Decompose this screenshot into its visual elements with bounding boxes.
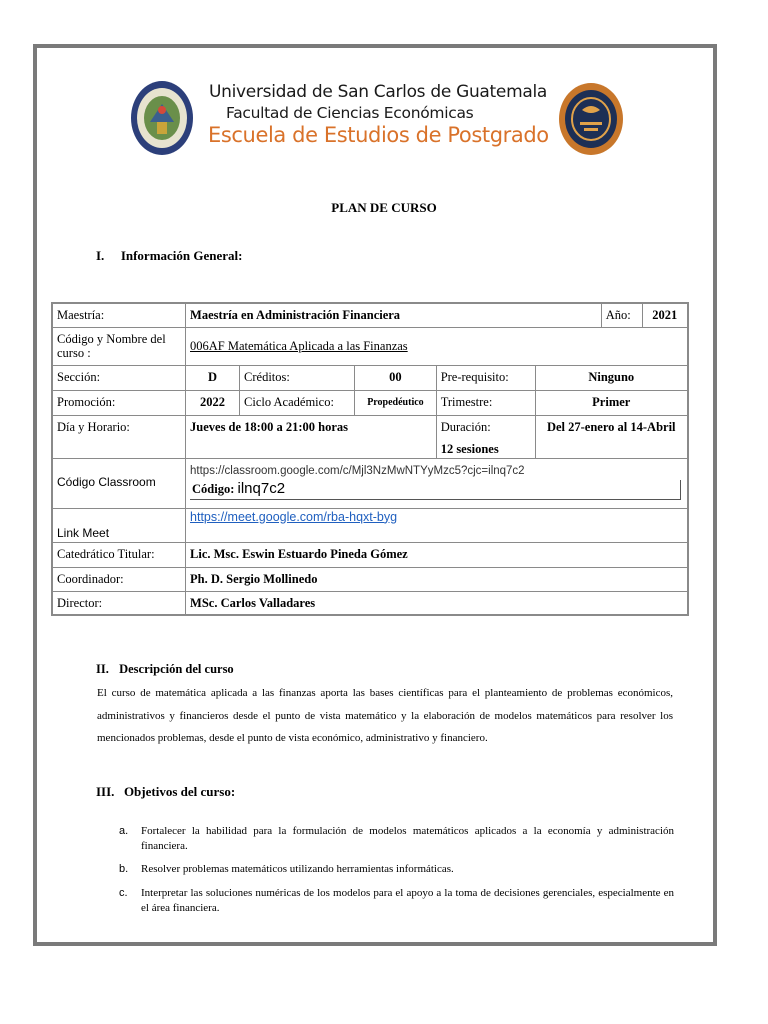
- dia-value: Jueves de 18:00 a 21:00 horas: [186, 415, 437, 458]
- promocion-label: Promoción:: [52, 390, 186, 415]
- meet-link[interactable]: https://meet.google.com/rba-hqxt-byg: [190, 509, 398, 524]
- duracion-value: Del 27-enero al 14-Abril: [535, 415, 688, 458]
- classroom-code-label: Código:: [192, 482, 235, 497]
- prereq-label: Pre-requisito:: [436, 365, 535, 390]
- creditos-value: 00: [355, 365, 437, 390]
- university-name: Universidad de San Carlos de Guatemala: [209, 82, 547, 102]
- page-title: PLAN DE CURSO: [331, 200, 437, 215]
- duracion-cell: [436, 415, 535, 458]
- table-row: [52, 542, 688, 567]
- table-row: [52, 508, 688, 542]
- list-item: [119, 862, 674, 878]
- meet-cell: [186, 508, 688, 542]
- table-row: [52, 591, 688, 615]
- school-name: Escuela de Estudios de Postgrado: [208, 123, 549, 147]
- objective-c-text: Interpretar las soluciones numéricas de los modelos para el apoyo a la toma de decisiones gerenciales, especialmente en el área financiera.: [141, 887, 674, 914]
- classroom-cell: [186, 458, 688, 508]
- section-3-title: Objetivos del curso:: [123, 784, 236, 799]
- director-value: MSc. Carlos Valladares: [186, 591, 688, 615]
- ciclo-value: Propedéutico: [355, 390, 437, 415]
- section-3-number: III.: [96, 784, 115, 799]
- codigo-value: 006AF Matemática Aplicada a las Finanzas: [186, 327, 688, 365]
- director-label: Director:: [52, 591, 186, 615]
- promocion-value: 2022: [186, 390, 240, 415]
- course-description: El curso de matemática aplicada a las finanzas aporta las bases científicas para el planteamiento de problemas económicos, administrativos y financieros desde el punto de vista matemático y la elaboración de modelos matemáticos para resolver los mencionados problemas, desde el punto de vista económico, administrativo y financiero.: [97, 687, 673, 744]
- objective-c-label: c.: [119, 887, 128, 899]
- section-2-heading: [96, 662, 234, 677]
- section-3-heading: [96, 784, 235, 800]
- general-info-table: [51, 302, 689, 616]
- table-row: [52, 567, 688, 591]
- section-1-number: I.: [96, 248, 105, 263]
- faculty-name: Facultad de Ciencias Económicas: [226, 104, 474, 122]
- section-2-title: Descripción del curso: [119, 662, 234, 676]
- table-row: [52, 415, 688, 458]
- meet-label: Link Meet: [52, 508, 186, 542]
- objective-b-label: b.: [119, 863, 129, 875]
- postgrado-seal-icon: [558, 82, 624, 156]
- ciclo-label: Ciclo Académico:: [240, 390, 355, 415]
- prereq-value: Ninguno: [535, 365, 688, 390]
- usac-seal-icon: [130, 80, 194, 156]
- table-row: [52, 303, 688, 327]
- list-item: [119, 824, 674, 856]
- catedratico-label: Catedrático Titular:: [52, 542, 186, 567]
- section-2-number: II.: [96, 662, 109, 676]
- maestria-label: Maestría:: [52, 303, 186, 327]
- codigo-label: Código y Nombre del curso :: [52, 327, 186, 365]
- maestria-value: Maestría en Administración Financiera: [186, 303, 602, 327]
- table-row: [52, 458, 688, 508]
- section-1-heading: [96, 248, 242, 264]
- section-1-title: Información General:: [120, 248, 243, 263]
- table-row: [52, 327, 688, 365]
- objective-b-text: Resolver problemas matemáticos utilizando herramientas informáticas.: [141, 863, 454, 875]
- table-row: [52, 365, 688, 390]
- objective-a-label: a.: [119, 825, 129, 837]
- classroom-label: Código Classroom: [52, 458, 186, 508]
- classroom-code: ilnq7c2: [237, 480, 286, 498]
- letterhead: [130, 80, 630, 160]
- dia-label: Día y Horario:: [52, 415, 186, 458]
- trimestre-value: Primer: [535, 390, 688, 415]
- anio-value: 2021: [642, 303, 688, 327]
- objective-a-text: Fortalecer la habilidad para la formulación de modelos matemáticos aplicados a la economía y administración financiera.: [141, 825, 674, 852]
- creditos-label: Créditos:: [240, 365, 355, 390]
- duracion-sessions: 12 sesiones: [440, 441, 499, 456]
- seccion-label: Sección:: [52, 365, 186, 390]
- duracion-label: Duración:: [440, 419, 491, 434]
- classroom-code-box: [190, 480, 681, 499]
- classroom-url[interactable]: https://classroom.google.com/c/Mjl3NzMwNTYyMzc5?cjc=ilnq7c2: [190, 465, 525, 478]
- seccion-value: D: [186, 365, 240, 390]
- coordinador-label: Coordinador:: [52, 567, 186, 591]
- catedratico-value: Lic. Msc. Eswin Estuardo Pineda Gómez: [186, 542, 688, 567]
- coordinador-value: Ph. D. Sergio Mollinedo: [186, 567, 688, 591]
- table-row: [52, 390, 688, 415]
- list-item: [119, 886, 674, 918]
- trimestre-label: Trimestre:: [436, 390, 535, 415]
- anio-label: Año:: [601, 303, 642, 327]
